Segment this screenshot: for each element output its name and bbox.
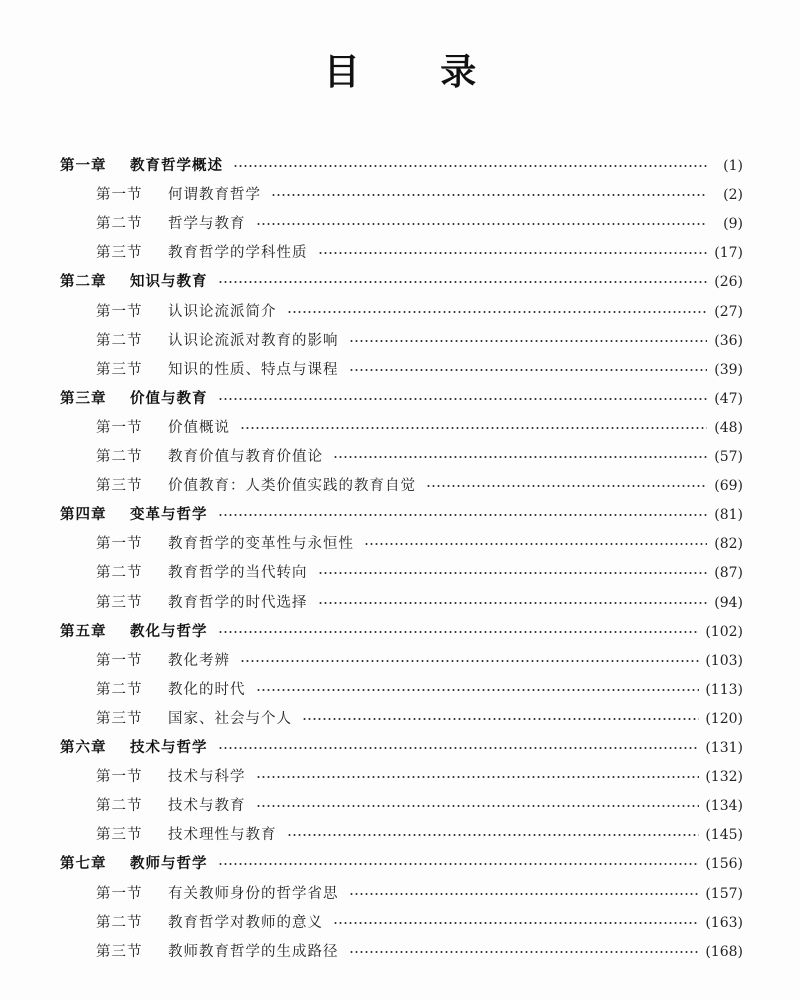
dot-leader	[218, 514, 708, 516]
section-number: 第二节	[96, 798, 143, 815]
section-title: 教育哲学的时代选择	[168, 594, 308, 611]
section-page-number: (87)	[714, 565, 743, 582]
dot-leader	[318, 602, 708, 604]
dot-leader	[218, 281, 708, 283]
chapter-title: 技术与哲学	[130, 740, 208, 756]
section-page-number: (39)	[714, 361, 743, 378]
section-number: 第二节	[96, 216, 143, 233]
section-number: 第三节	[96, 361, 143, 378]
section-page-number: (2)	[723, 187, 743, 204]
dot-leader	[233, 165, 707, 167]
toc-chapter-entry[interactable]	[60, 152, 743, 180]
section-page-number: (69)	[714, 478, 743, 495]
dot-leader	[349, 369, 708, 371]
section-page-number: (103)	[705, 652, 743, 669]
chapter-page-number: (47)	[714, 390, 743, 407]
dot-leader	[426, 485, 707, 487]
toc-chapter-entry[interactable]	[60, 501, 743, 529]
section-page-number: (132)	[705, 769, 743, 786]
toc-section-entry[interactable]	[96, 909, 743, 937]
section-title: 国家、社会与个人	[168, 710, 292, 727]
section-number: 第三节	[96, 245, 143, 262]
chapter-title: 价值与教育	[130, 390, 208, 407]
section-page-number: (113)	[705, 681, 743, 698]
toc-section-entry[interactable]	[96, 327, 743, 355]
section-page-number: (57)	[714, 449, 743, 465]
chapter-title: 教化与哲学	[130, 623, 208, 640]
section-title: 认识论流派对教育的影响	[168, 332, 339, 349]
toc-section-entry[interactable]	[96, 821, 743, 849]
section-page-number: (82)	[714, 536, 743, 553]
toc-section-entry[interactable]	[96, 443, 743, 471]
page-title: 目 录	[323, 52, 511, 93]
section-number: 第二节	[96, 681, 143, 698]
toc-section-entry[interactable]	[96, 676, 743, 704]
chapter-number: 第三章	[60, 390, 107, 407]
toc-section-entry[interactable]	[96, 705, 743, 733]
dot-leader	[218, 631, 700, 633]
dot-leader	[218, 747, 700, 749]
section-number: 第三节	[96, 594, 143, 611]
chapter-page-number: (1)	[723, 158, 743, 174]
dot-leader	[287, 311, 708, 313]
section-page-number: (17)	[714, 245, 743, 262]
section-title: 有关教师身份的哲学省思	[168, 885, 339, 902]
section-page-number: (48)	[714, 419, 743, 436]
section-number: 第三节	[96, 478, 143, 495]
chapter-number: 第六章	[60, 740, 107, 756]
toc-chapter-entry[interactable]	[60, 734, 743, 762]
toc-section-entry[interactable]	[96, 647, 743, 675]
dot-leader	[318, 572, 708, 574]
dot-leader	[349, 893, 700, 895]
section-title: 技术与教育	[168, 798, 246, 815]
dot-leader	[240, 427, 707, 429]
toc-chapter-entry[interactable]	[60, 618, 743, 646]
dot-leader	[302, 718, 699, 720]
toc-section-entry[interactable]	[96, 880, 743, 908]
section-number: 第二节	[96, 565, 143, 582]
toc-section-entry[interactable]	[96, 938, 743, 966]
chapter-number: 第二章	[60, 274, 107, 291]
section-title: 教化考辨	[168, 652, 230, 669]
toc-section-entry[interactable]	[96, 763, 743, 791]
dot-leader	[287, 834, 700, 836]
toc-section-entry[interactable]	[96, 530, 743, 558]
section-title: 技术与科学	[168, 769, 246, 786]
chapter-number: 第四章	[60, 507, 107, 524]
toc-section-entry[interactable]	[96, 210, 743, 238]
chapter-title: 教育哲学概述	[130, 158, 223, 174]
dot-leader	[333, 456, 707, 458]
section-title: 价值教育：人类价值实践的教育自觉	[168, 478, 416, 495]
dot-leader	[364, 543, 707, 545]
toc-section-entry[interactable]	[96, 181, 743, 209]
section-number: 第一节	[96, 652, 143, 669]
toc-chapter-entry[interactable]	[60, 385, 743, 413]
section-page-number: (168)	[705, 943, 743, 960]
section-title: 教化的时代	[168, 681, 246, 698]
section-page-number: (27)	[714, 303, 743, 320]
chapter-page-number: (156)	[705, 856, 743, 873]
section-title: 教育哲学的变革性与永恒性	[168, 536, 354, 553]
dot-leader	[349, 340, 708, 342]
section-page-number: (94)	[714, 594, 743, 611]
toc-section-entry[interactable]	[96, 589, 743, 617]
section-page-number: (163)	[705, 914, 743, 931]
section-number: 第一节	[96, 769, 143, 786]
section-title: 技术理性与教育	[168, 827, 277, 844]
section-page-number: (157)	[705, 885, 743, 902]
toc-section-entry[interactable]	[96, 472, 743, 500]
section-title: 教育价值与教育价值论	[168, 449, 323, 465]
section-number: 第三节	[96, 710, 143, 727]
section-title: 知识的性质、特点与课程	[168, 361, 339, 378]
section-number: 第一节	[96, 303, 143, 320]
section-title: 哲学与教育	[168, 216, 246, 233]
section-number: 第一节	[96, 419, 143, 436]
toc-section-entry[interactable]	[96, 239, 743, 267]
dot-leader	[218, 398, 708, 400]
dot-leader	[256, 689, 700, 691]
toc-chapter-entry[interactable]	[60, 850, 743, 878]
toc-section-entry[interactable]	[96, 559, 743, 587]
chapter-number: 第五章	[60, 623, 107, 640]
section-number: 第一节	[96, 885, 143, 902]
section-number: 第二节	[96, 449, 143, 465]
section-page-number: (134)	[705, 798, 743, 815]
chapter-page-number: (102)	[705, 623, 743, 640]
chapter-page-number: (26)	[714, 274, 743, 291]
section-title: 认识论流派简介	[168, 303, 277, 320]
section-title: 教育哲学的学科性质	[168, 245, 308, 262]
section-title: 教育哲学的当代转向	[168, 565, 308, 582]
chapter-number: 第七章	[60, 856, 107, 873]
dot-leader	[256, 776, 700, 778]
section-page-number: (36)	[714, 332, 743, 349]
section-number: 第一节	[96, 536, 143, 553]
chapter-number: 第一章	[60, 158, 107, 174]
dot-leader	[256, 223, 708, 225]
section-page-number: (120)	[705, 710, 743, 727]
section-number: 第二节	[96, 332, 143, 349]
chapter-title: 变革与哲学	[130, 507, 208, 524]
dot-leader	[240, 660, 699, 662]
chapter-title: 教师与哲学	[130, 856, 208, 873]
dot-leader	[256, 805, 700, 807]
dot-leader	[318, 252, 708, 254]
toc-section-entry[interactable]	[96, 792, 743, 820]
section-number: 第三节	[96, 943, 143, 960]
section-page-number: (9)	[723, 216, 743, 233]
dot-leader	[333, 922, 699, 924]
toc-section-entry[interactable]	[96, 298, 743, 326]
chapter-page-number: (81)	[714, 507, 743, 524]
toc-section-entry[interactable]	[96, 414, 743, 442]
toc-chapter-entry[interactable]	[60, 268, 743, 296]
chapter-page-number: (131)	[705, 740, 743, 756]
section-title: 何谓教育哲学	[168, 187, 261, 204]
section-page-number: (145)	[705, 827, 743, 844]
chapter-title: 知识与教育	[130, 274, 208, 291]
section-title: 价值概说	[168, 419, 230, 436]
section-number: 第三节	[96, 827, 143, 844]
dot-leader	[349, 951, 700, 953]
dot-leader	[218, 863, 700, 865]
section-number: 第二节	[96, 914, 143, 931]
dot-leader	[271, 194, 707, 196]
toc-section-entry[interactable]	[96, 356, 743, 384]
section-number: 第一节	[96, 187, 143, 204]
section-title: 教育哲学对教师的意义	[168, 914, 323, 931]
section-title: 教师教育哲学的生成路径	[168, 943, 339, 960]
